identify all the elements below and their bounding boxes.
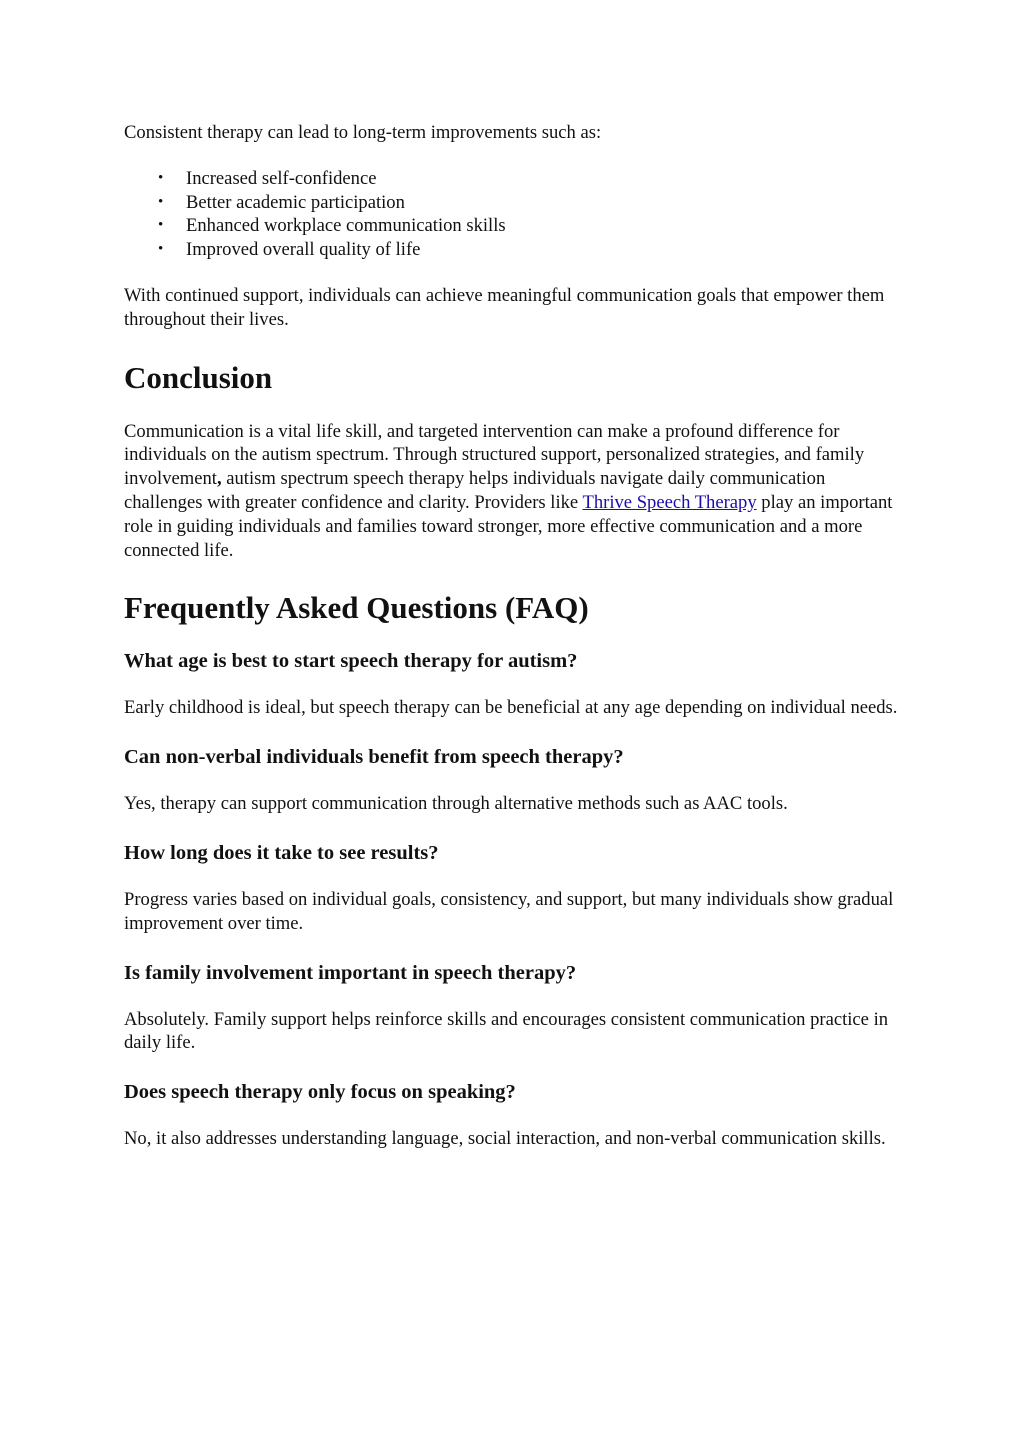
faq-item: [124, 960, 904, 1056]
bullet-icon: •: [158, 169, 164, 186]
faq-item: [124, 840, 904, 936]
list-item-text: Improved overall quality of life: [186, 239, 421, 261]
faq-question: What age is best to start speech therapy for autism?: [124, 650, 578, 673]
faq-answer: No, it also addresses understanding language, social interaction, and non-verbal communication skills.: [124, 1128, 886, 1150]
conclusion-text-part1: Communication is a vital life skill, and targeted intervention can make a profound difference for individuals on the autism spectrum. Through structured support, personalized strategies, and family involvement: [124, 420, 865, 490]
faq-answer: Absolutely. Family support helps reinforce skills and encourages consistent communication practice in daily life.: [124, 1008, 889, 1054]
bullet-icon: •: [158, 241, 164, 258]
bullet-icon: •: [158, 217, 164, 234]
faq-item: [124, 648, 904, 720]
faq-question: Can non-verbal individuals benefit from speech therapy?: [124, 746, 624, 769]
faq-question: Is family involvement important in speech therapy?: [124, 961, 577, 984]
faq-answer: Yes, therapy can support communication through alternative methods such as AAC tools.: [124, 793, 788, 815]
list-item: [124, 167, 904, 191]
document-page: [124, 121, 904, 1175]
bullet-icon: •: [158, 193, 164, 210]
list-item-text: Better academic participation: [186, 191, 405, 213]
faq-question: Does speech therapy only focus on speaking?: [124, 1081, 516, 1104]
conclusion-text-part3: play an important role in guiding individuals and families toward stronger, more effective communication and a more connected life.: [124, 491, 893, 561]
list-item-text: Increased self-confidence: [186, 167, 377, 189]
conclusion-heading: Conclusion: [124, 359, 273, 395]
faq-heading: Frequently Asked Questions (FAQ): [124, 590, 589, 626]
list-item: [124, 191, 904, 215]
faq-answer: Progress varies based on individual goals, consistency, and support, but many individuals show gradual improvement over time.: [124, 888, 894, 934]
conclusion-bold-comma: ,: [216, 468, 222, 490]
thrive-speech-therapy-link[interactable]: Thrive Speech Therapy: [582, 491, 757, 513]
list-item: [124, 214, 904, 238]
faq-item: [124, 1079, 904, 1151]
improvements-list: [124, 167, 904, 262]
support-paragraph: With continued support, individuals can achieve meaningful communication goals that empower them throughout their lives.: [124, 284, 885, 330]
conclusion-text-part2: autism spectrum speech therapy helps individuals navigate daily communication challenges with greater confidence and clarity. Providers like: [124, 468, 826, 513]
faq-question: How long does it take to see results?: [124, 841, 439, 864]
faq-answer: Early childhood is ideal, but speech therapy can be beneficial at any age depending on individual needs.: [124, 697, 898, 719]
conclusion-paragraph: [124, 420, 904, 563]
intro-paragraph: Consistent therapy can lead to long-term improvements such as:: [124, 122, 602, 143]
list-item: [124, 238, 904, 262]
list-item-text: Enhanced workplace communication skills: [186, 215, 506, 237]
faq-item: [124, 744, 904, 816]
